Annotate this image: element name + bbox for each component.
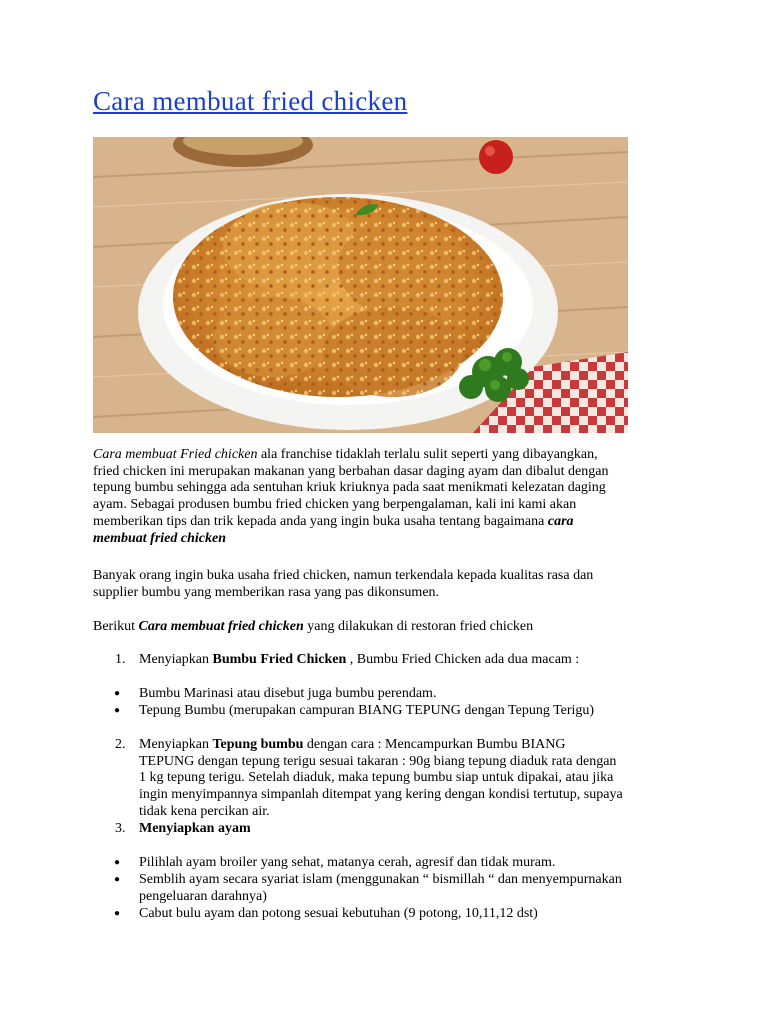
bullet-text: Bumbu Marinasi atau disebut juga bumbu perendam.: [139, 686, 437, 701]
list-item-text: Menyiapkan Bumbu Fried Chicken , Bumbu Fried Chicken ada dua macam :: [139, 652, 580, 667]
intro-line-1: ala franchise tidaklah terlalu sulit seperti yang dibayangkan,: [257, 447, 598, 462]
bullet-text: Pilihlah ayam broiler yang sehat, matanya cerah, agresif dan tidak muram.: [139, 855, 556, 870]
list-number: 1.: [115, 652, 126, 667]
third-bold-italic: Cara membuat fried chicken: [138, 619, 304, 634]
bullet-icon: ●: [114, 908, 121, 919]
intro-italic-lead: Cara membuat Fried chicken: [93, 447, 258, 462]
bullet-text: Cabut bulu ayam dan potong sesuai kebutuhan (9 potong, 10,11,12 dst): [139, 906, 538, 921]
third-post: yang dilakukan di restoran fried chicken: [303, 619, 534, 634]
third-pre: Berikut: [93, 619, 139, 634]
intro-link-cara: cara: [547, 513, 574, 529]
second-paragraph: [93, 568, 683, 601]
intro-line-3: tepung bumbu sehingga ada sentuhan kriuk kriuknya pada saat menikmati kelezatan daging: [93, 480, 606, 496]
list-item-text: Menyiapkan Tepung bumbu dengan cara : Mencampurkan Bumbu BIANG TEPUNG dengan tepung terigu sesuai takaran : 90g biang tepung diaduk rata dengan 1 kg tepung terigu. Setelah diaduk, maka tepung bumbu siap untuk dipakai, atau jika ingin menyimpannya simpanlah ditempat yang kering dengan kondisi tertutup, supaya tidak kena percikan air.: [139, 737, 623, 819]
intro-line-5: memberikan tips dan trik kepada anda yang ingin buka usaha tentang bagaimana: [93, 513, 548, 529]
page-title[interactable]: Cara membuat fried chicken: [93, 86, 408, 116]
bullet-text: Tepung Bumbu (merupakan campuran BIANG TEPUNG dengan Tepung Terigu): [139, 703, 595, 718]
bullet-text: Semblih ayam secara syariat islam (menggunakan “ bismillah “ dan menyempurnakan pengeluaran darahnya): [139, 872, 622, 904]
bullet-icon: ●: [114, 857, 121, 868]
intro-line-2: fried chicken ini merupakan makanan yang berbahan dasar daging ayam dan dibalut dengan: [93, 463, 609, 479]
list-number: 2.: [115, 737, 126, 752]
intro-link-membuat: membuat fried chicken: [93, 530, 226, 546]
list-item-text: Menyiapkan ayam: [139, 821, 251, 836]
third-paragraph: [93, 619, 683, 636]
second-line-2: supplier bumbu yang memberikan rasa yang pas dikonsumen.: [93, 584, 440, 600]
bullet-icon: ●: [114, 705, 121, 716]
fried-chicken-photo: [93, 137, 628, 433]
intro-paragraph: [93, 447, 683, 547]
bullet-icon: ●: [114, 874, 121, 885]
intro-line-4: ayam. Sebagai produsen bumbu fried chicken yang berpengalaman, kali ini kami akan: [93, 497, 577, 513]
list-number: 3.: [115, 821, 126, 836]
second-line-1: Banyak orang ingin buka usaha fried chicken, namun terkendala kepada kualitas rasa dan: [93, 568, 594, 583]
bullet-icon: ●: [114, 688, 121, 699]
